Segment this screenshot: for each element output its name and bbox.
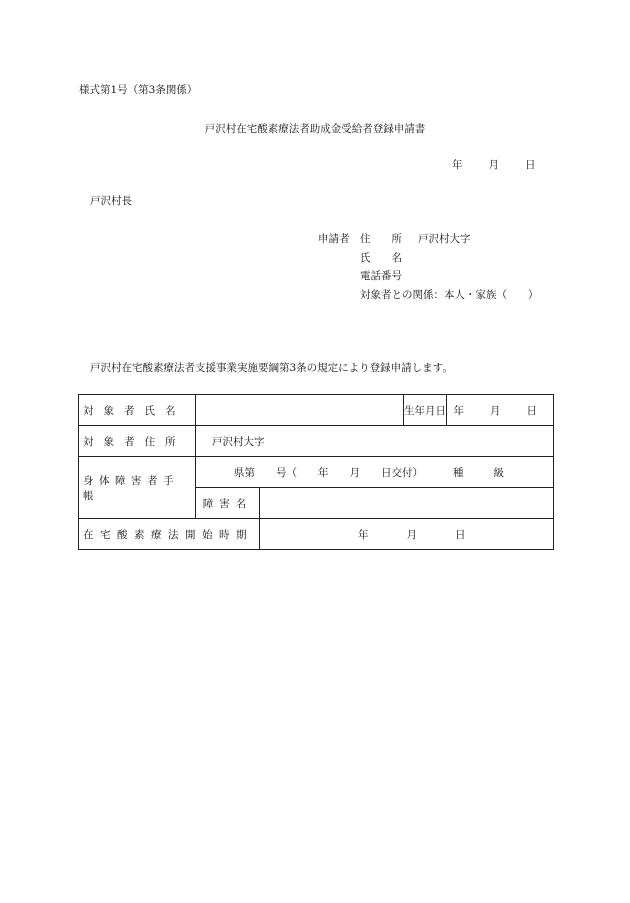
table-row [79, 395, 554, 426]
form-number: 様式第1号（第3条関係） [79, 84, 198, 96]
birthdate-field[interactable] [447, 395, 554, 426]
birth-day: 日 [526, 404, 537, 417]
handbook-number-line: 県第 号（ 年 月 日交付） [234, 466, 423, 479]
applicant-label: 申請者 [318, 233, 350, 245]
handbook-field[interactable] [196, 457, 554, 488]
disability-name-label: 障害名 [196, 488, 260, 519]
applicant-name-label: 氏 名 [360, 252, 402, 264]
date-year: 年 [452, 159, 463, 171]
oxygen-start-label: 在宅酸素療法開始時期 [79, 519, 260, 550]
start-year: 年 [358, 528, 369, 541]
birthdate-label: 生年月日 [404, 395, 447, 426]
application-date [452, 157, 536, 172]
handbook-type: 種 [453, 466, 464, 479]
addressee: 戸沢村長 [90, 195, 132, 207]
date-day: 日 [525, 159, 536, 171]
birth-year: 年 [453, 404, 464, 417]
subject-name-label: 対象者氏名 [79, 395, 196, 426]
table-row [79, 457, 554, 488]
request-statement: 戸沢村在宅酸素療法者支援事業実施要綱第3条の規定により登録申請します。 [90, 362, 453, 374]
document-title: 戸沢村在宅酸素療法者助成金受給者登録申請書 [204, 123, 426, 135]
table-row [79, 519, 554, 550]
table-row [79, 426, 554, 457]
handbook-grade: 級 [493, 466, 504, 479]
subject-address-field[interactable] [196, 426, 554, 457]
subject-name-field[interactable] [196, 395, 404, 426]
applicant-phone-label: 電話番号 [360, 270, 402, 282]
applicant-relationship: 対象者との関係：本人・家族（ ） [360, 289, 539, 301]
subject-address-label: 対象者住所 [79, 426, 196, 457]
start-month: 月 [406, 528, 417, 541]
disability-name-field[interactable] [260, 488, 554, 519]
birth-month: 月 [490, 404, 501, 417]
applicant-address-value: 戸沢村大字 [418, 233, 471, 245]
date-month: 月 [488, 159, 499, 171]
applicant-address-label: 住 所 [360, 233, 402, 245]
start-day: 日 [455, 528, 466, 541]
subject-address-value: 戸沢村大字 [212, 435, 265, 448]
oxygen-start-field[interactable] [260, 519, 554, 550]
handbook-label: 身体障害者手帳 [79, 457, 196, 519]
registration-form-table [78, 394, 554, 550]
